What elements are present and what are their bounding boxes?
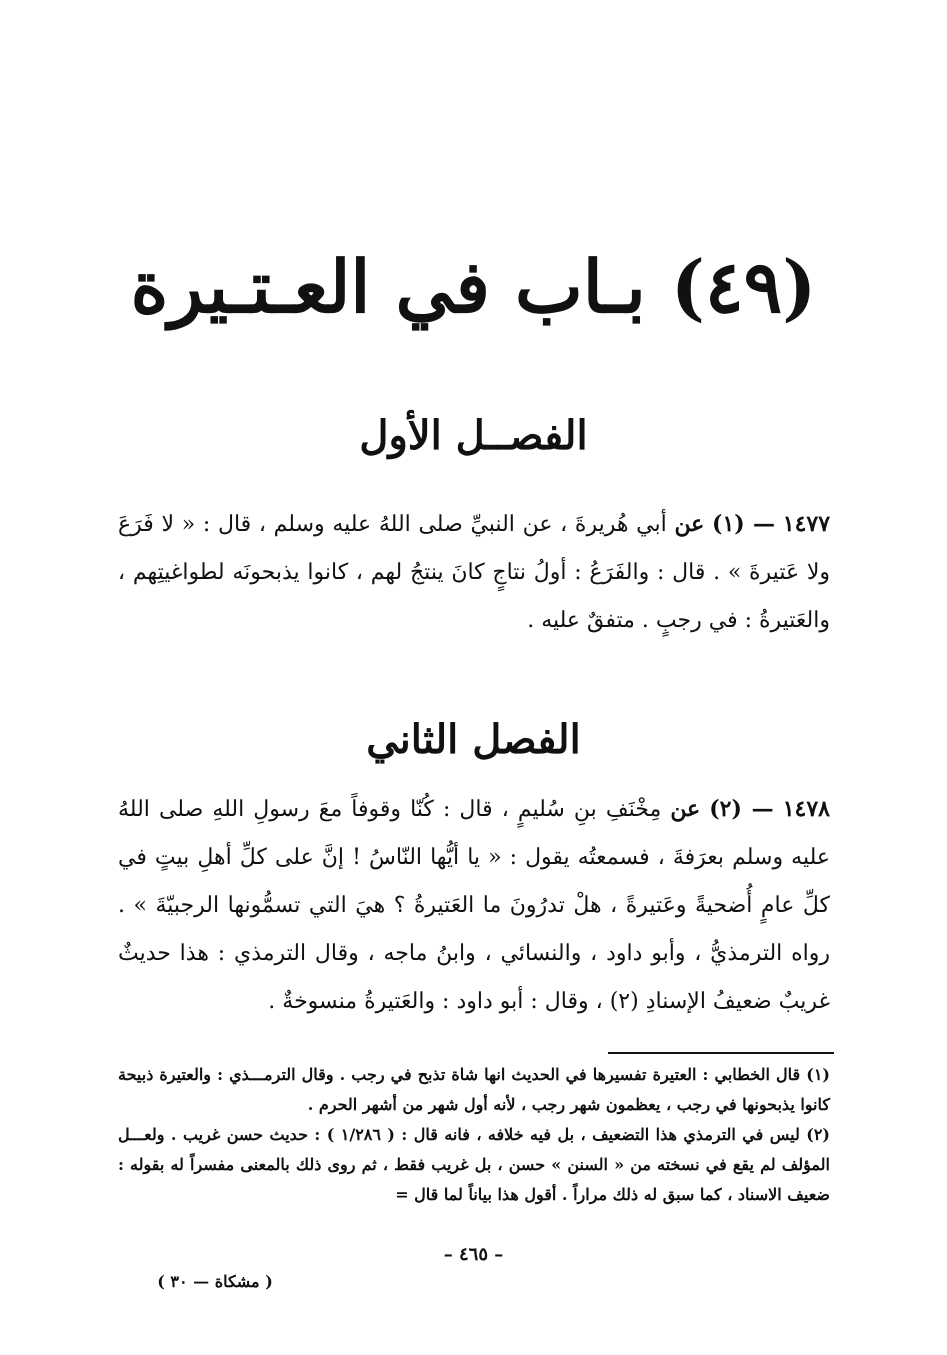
section-heading-second: الفصل الثاني xyxy=(366,716,581,763)
hadith-1478 xyxy=(118,785,830,1026)
hadith-ref: — (١) xyxy=(712,511,776,537)
hadith-from: عن xyxy=(670,796,701,822)
footnotes xyxy=(118,1060,830,1210)
hadith-text: مِخْنَفِ بنِ سُليمٍ ، قال : كُنّا وقوفاً معَ رسولِ اللهِ صلى اللهُ عليه وسلم بعرَفةَ ، فسمعتُه يقول : « يا أيُّها النّاسُ ! إنَّ على كلِّ أهلِ بيتٍ في كلِّ عامٍ أُضحيةً وعَتيرةً ، هلْ تدرُونَ ما العَتيرةُ ؟ هيَ التي تسمُّونها الرجبيّةَ » . رواه الترمذيُّ ، وأبو داود ، والنسائي ، وابنُ ماجه ، وقال الترمذي : هذا حديثٌ غريبٌ ضعيفُ الإسنادِ (٢) ، وقال : أبو داود : والعَتيرةُ منسوخةٌ . xyxy=(118,797,830,1014)
chapter-title: (٤٩) بـاب في العـتـيرة xyxy=(130,244,817,329)
hadith-from: عن xyxy=(674,511,705,537)
footnote-2: (٢) ليس في الترمذي هذا التضعيف ، بل فيه خلافه ، فانه قال : ( ١/٢٨٦ ) : حديث حسن غريب . ولعـــل المؤلف لم يقع في نسخته من « السنن » حسن ، بل غريب فقط ، ثم روى ذلك بالمعنى مفسراً له بقوله : ضعيف الاسناد ، كما سبق له ذلك مراراً . أقول هذا بياناً لما قال = xyxy=(118,1125,830,1204)
footnote-divider xyxy=(608,1052,834,1054)
hadith-text: أبي هُريرةَ ، عن النبيِّ صلى اللهُ عليه وسلم ، قال : « لا فَرَعَ ولا عَتيرةَ » . قال : والفَرَعُ : أولُ نتاجٍ كانَ ينتجُ لهم ، كانوا يذبحونَه لطواغيتِهم ، والعَتيرةُ : في رجبٍ . متفقٌ عليه . xyxy=(118,512,830,633)
page-number: – ٤٦٥ – xyxy=(443,1244,504,1265)
signature-mark: ( مشكاة — ٣٠ ) xyxy=(157,1272,273,1291)
hadith-ref: — (٢) xyxy=(709,796,774,822)
section-heading-first: الفصــل الأول xyxy=(359,412,588,459)
hadith-1477 xyxy=(118,500,830,645)
hadith-number: ١٤٧٧ xyxy=(782,511,831,537)
hadith-number: ١٤٧٨ xyxy=(782,796,830,822)
footnote-1: (١) قال الخطابي : العتيرة تفسيرها في الحديث انها شاة تذبح في رجب . وقال الترمـــذي : والعتيرة ذبيحة كانوا يذبحونها في رجب ، يعظمون شهر رجب ، لأنه أول شهر من أشهر الحرم . xyxy=(118,1065,830,1114)
